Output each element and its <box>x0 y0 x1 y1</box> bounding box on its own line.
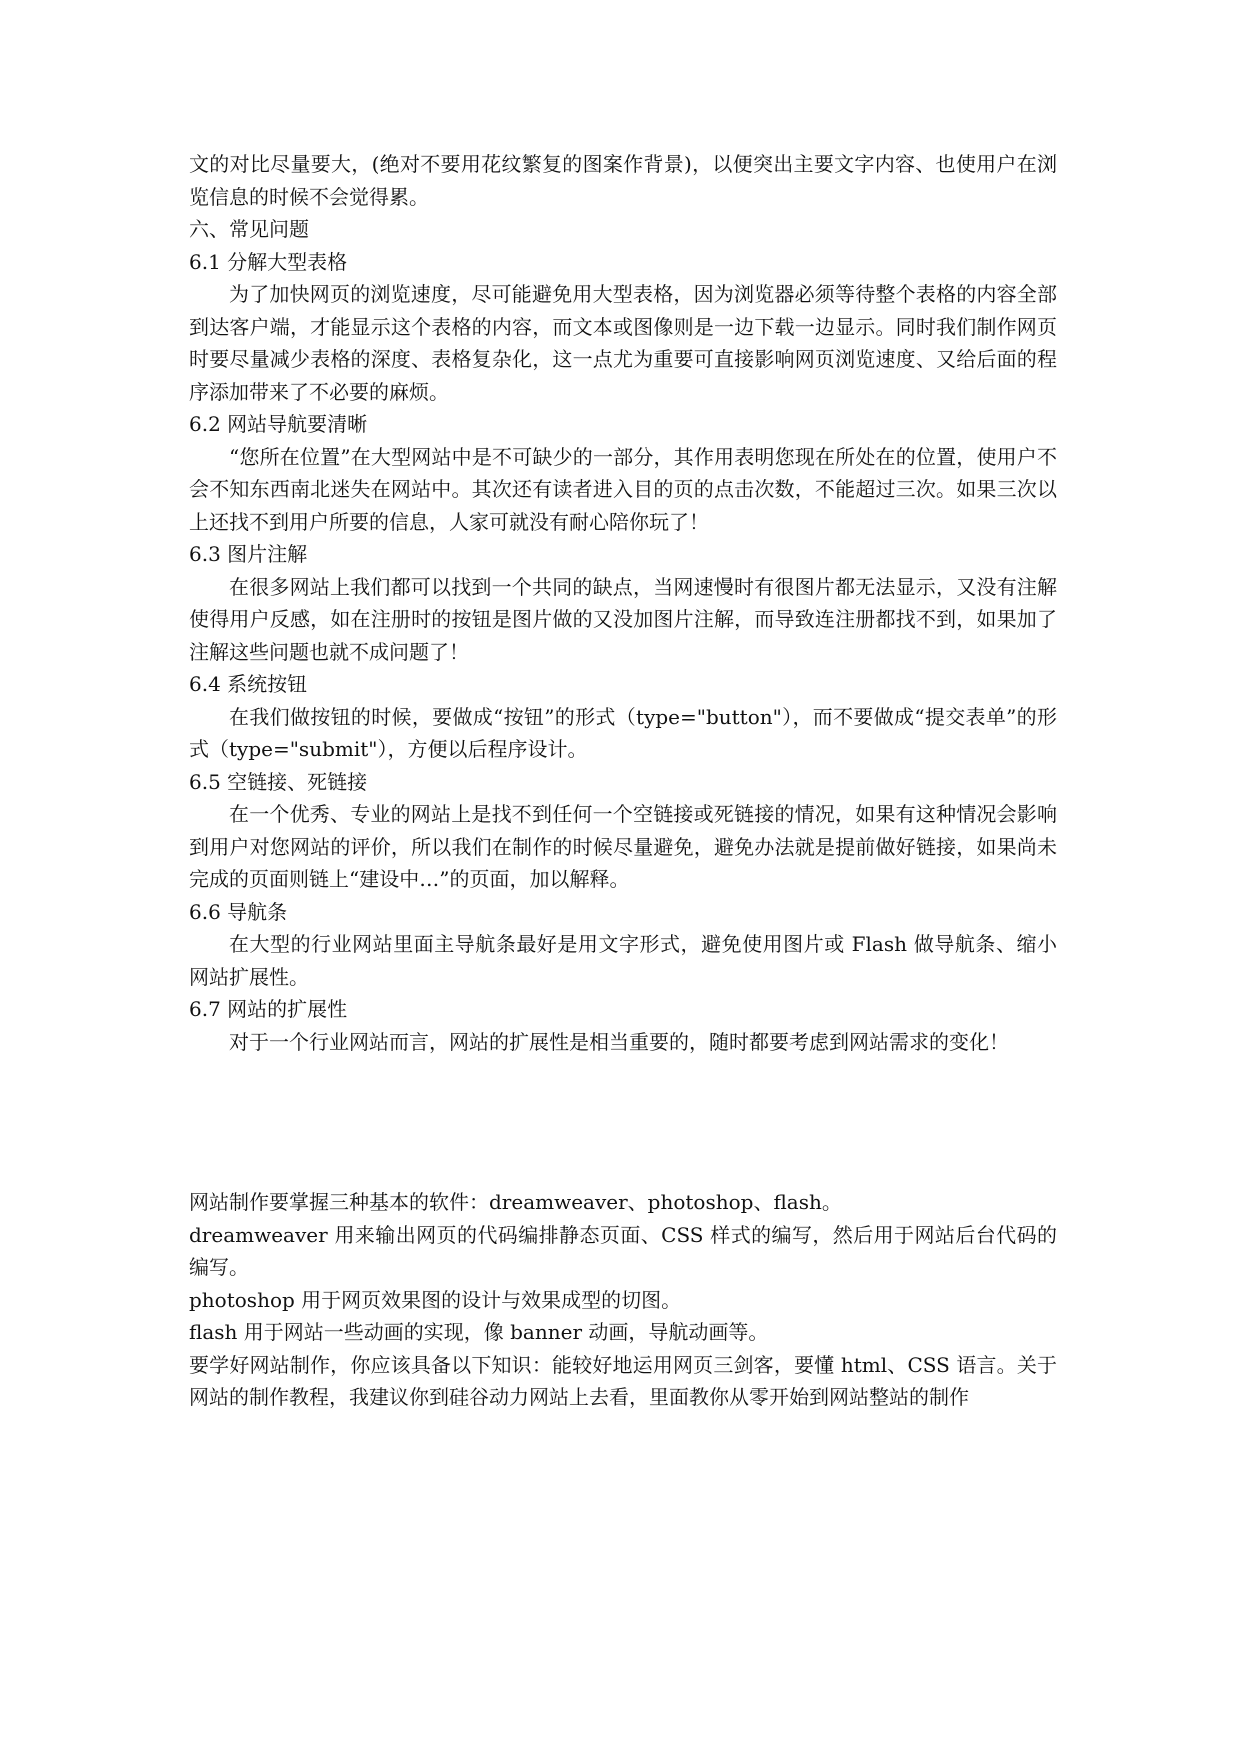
section-heading-6-7: 6.7 网站的扩展性 <box>189 997 348 1021</box>
section-body-6-7: 对于一个行业网站而言，网站的扩展性是相当重要的，随时都要考虑到网站需求的变化！ <box>229 1029 1009 1054</box>
section-body-6-5: 在一个优秀、专业的网站上是找不到任何一个空链接或死链接的情况，如果有这种情况会影响到用户对您网站的评价，所以我们在制作的时候尽量避免，避免办法就是提前做好链接，如果尚未完成的页面则链上“建设中…”的页面，加以解释。 <box>189 802 1057 891</box>
section-heading-6-2: 6.2 网站导航要清晰 <box>189 412 368 436</box>
document-body <box>189 148 1057 1414</box>
section-heading-6-5: 6.5 空链接、死链接 <box>189 769 368 794</box>
intro-paragraph: 文的对比尽量要大，(绝对不要用花纹繁复的图案作背景)，以便突出主要文字内容、也使用户在浏览信息的时候不会觉得累。 <box>189 152 1057 209</box>
learning-paragraph: 要学好网站制作，你应该具备以下知识：能较好地运用网页三剑客，要懂 html、CSS 语言。关于网站的制作教程，我建议你到硅谷动力网站上去看，里面教你从零开始到网站整站的制作 <box>189 1352 1057 1409</box>
blank-gap <box>189 1058 1057 1186</box>
flash-paragraph: flash 用于网站一些动画的实现，像 banner 动画，导航动画等。 <box>189 1320 769 1344</box>
software-paragraph: 网站制作要掌握三种基本的软件：dreamweaver、photoshop、flash。 <box>189 1190 842 1214</box>
section-heading-6-3: 6.3 图片注解 <box>189 542 308 566</box>
section-body-6-6: 在大型的行业网站里面主导航条最好是用文字形式，避免使用图片或 Flash 做导航条、缩小网站扩展性。 <box>189 932 1057 989</box>
section-body-6-1: 为了加快网页的浏览速度，尽可能避免用大型表格，因为浏览器必须等待整个表格的内容全部到达客户端，才能显示这个表格的内容，而文本或图像则是一边下载一边显示。同时我们制作网页时要尽量减少表格的深度、表格复杂化，这一点尤为重要可直接影响网页浏览速度、又给后面的程序添加带来了不必要的麻烦。 <box>189 282 1057 404</box>
section-body-6-3: 在很多网站上我们都可以找到一个共同的缺点，当网速慢时有很图片都无法显示，又没有注解使得用户反感，如在注册时的按钮是图片做的又没加图片注解，而导致连注册都找不到，如果加了注解这些问题也就不成问题了！ <box>189 574 1057 664</box>
section-body-6-2: “您所在位置”在大型网站中是不可缺少的一部分，其作用表明您现在所处在的位置，使用户不会不知东西南北迷失在网站中。其次还有读者进入目的页的点击次数，不能超过三次。如果三次以上还找不到用户所要的信息，人家可就没有耐心陪你玩了！ <box>189 444 1057 534</box>
section-heading-6-4: 6.4 系统按钮 <box>189 672 308 696</box>
section-body-6-4: 在我们做按钮的时候，要做成“按钮”的形式（type="button"），而不要做成“提交表单”的形式（type="submit"），方便以后程序设计。 <box>189 704 1057 761</box>
section-heading-6-6: 6.6 导航条 <box>189 899 288 924</box>
dreamweaver-paragraph: dreamweaver 用来输出网页的代码编排静态页面、CSS 样式的编写，然后用于网站后台代码的编写。 <box>189 1222 1057 1279</box>
section-heading-6-1: 6.1 分解大型表格 <box>189 249 348 274</box>
chapter-heading: 六、常见问题 <box>189 217 309 241</box>
photoshop-paragraph: photoshop 用于网页效果图的设计与效果成型的切图。 <box>189 1287 682 1312</box>
